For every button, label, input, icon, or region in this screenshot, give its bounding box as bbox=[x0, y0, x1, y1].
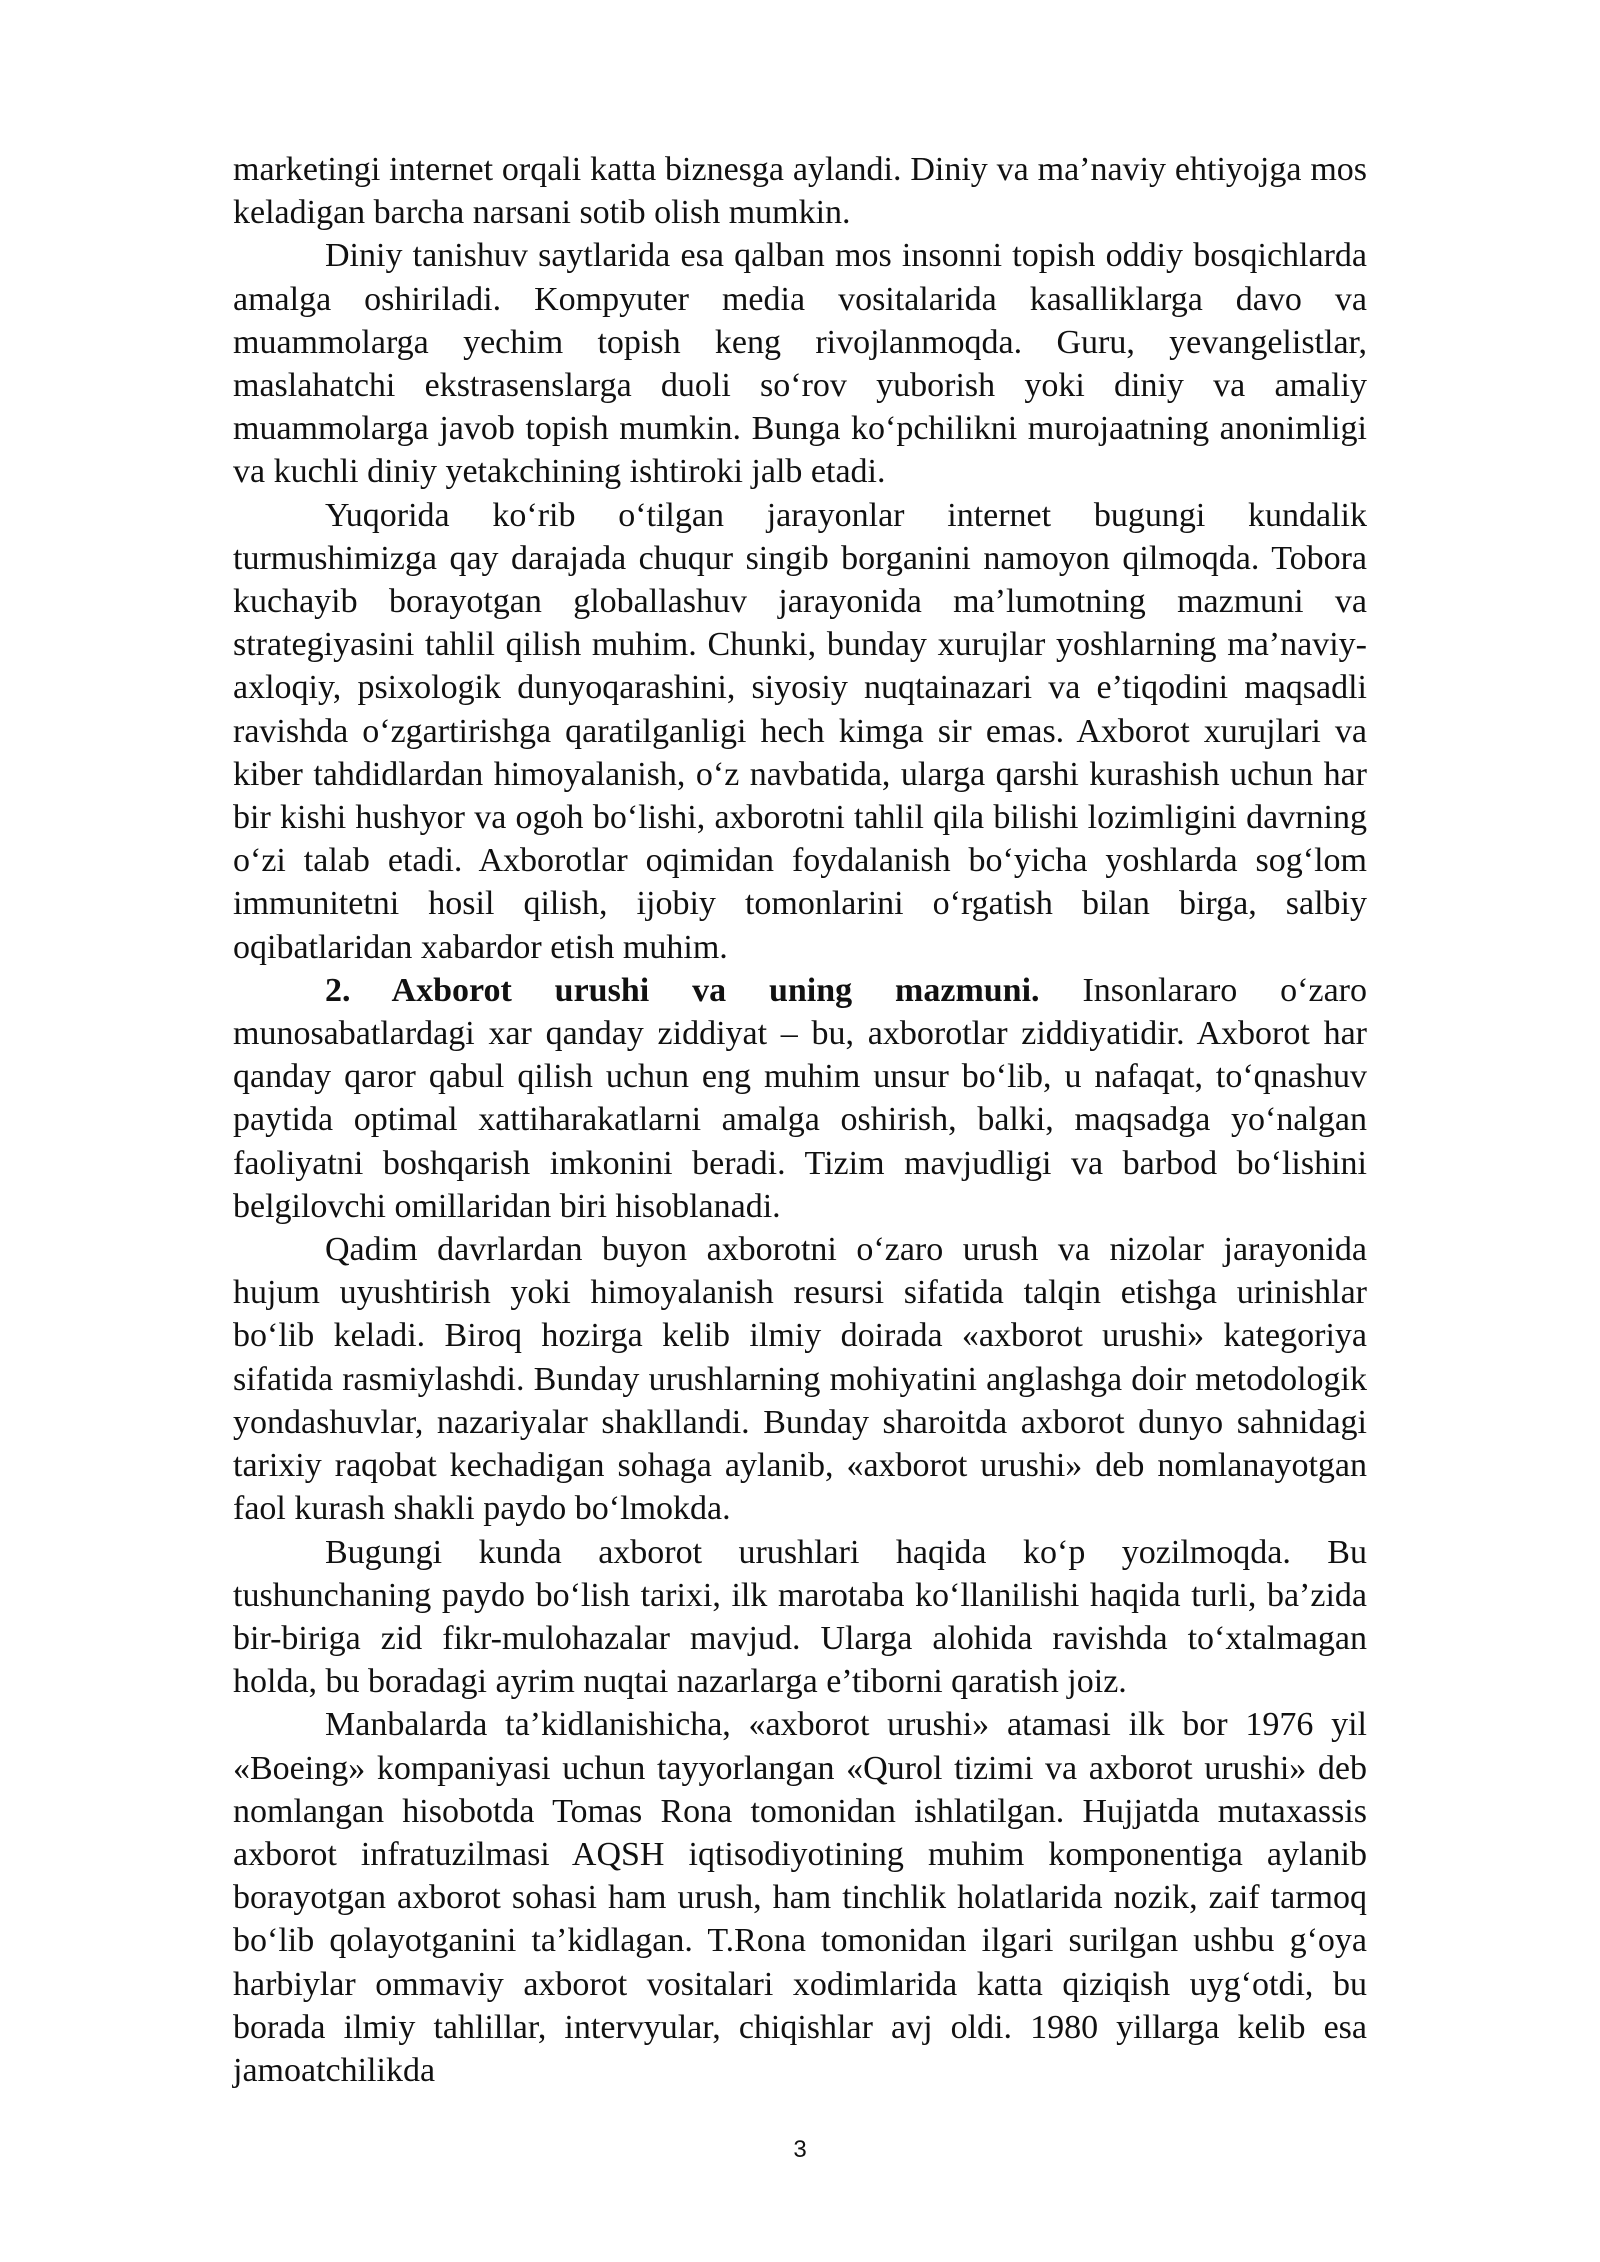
section-heading: 2. Axborot urushi va uning mazmuni. bbox=[325, 971, 1040, 1009]
paragraph-text: Bugungi kunda axborot urushlari haqida ko‘p yozilmoqda. Bu tushunchaning paydo bo‘lish tarixi, ilk marotaba ko‘llanilishi haqida turli, ba’zida bir-biriga zid fikr-mulohazalar mavjud. Ularga alohida ravishda to‘xtalmagan holda, bu boradagi ayrim nuqtai nazarlarga e’tiborni qaratish joiz. bbox=[233, 1533, 1367, 1701]
paragraph-text: Insonlararo o‘zaro munosabatlardagi xar qanday ziddiyat – bu, axborotlar ziddiyatidir. Axborot har qanday qaror qabul qilish uchun eng muhim unsur bo‘lib, u nafaqat, to‘qnashuv paytida optimal xattiharakatlarni amalga oshirish, balki, maqsadga yo‘nalgan faoliyatni boshqarish imkonini beradi. Tizim mavjudligi va barbod bo‘lishini belgilovchi omillaridan biri hisoblanadi. bbox=[233, 971, 1367, 1225]
page-number: 3 bbox=[793, 2136, 807, 2163]
paragraph-text: Qadim davrlardan buyon axborotni o‘zaro urush va nizolar jarayonida hujum uyushtirish yoki himoyalanish resursi sifatida talqin etishga urinishlar bo‘lib keladi. Biroq hozirga kelib ilmiy doirada «axborot urushi» kategoriya sifatida rasmiylashdi. Bunday urushlarning mohiyatini anglashga doir metodologik yondashuvlar, nazariyalar shakllandi. Bunday sharoitda axborot dunyo sahnidagi tarixiy raqobat kechadigan sohaga aylanib, «axborot urushi» deb nomlanayotgan faol kurash shakli paydo bo‘lmokda. bbox=[233, 1231, 1367, 1528]
paragraph-3 bbox=[233, 494, 1367, 969]
paragraph-2 bbox=[233, 234, 1367, 493]
paragraph-text: Yuqorida ko‘rib o‘tilgan jarayonlar internet bugungi kundalik turmushimizga qay darajada chuqur singib borganini namoyon qilmoqda. Tobora kuchayib borayotgan globallashuv jarayonida ma’lumotning mazmuni va strategiyasini tahlil qilish muhim. Chunki, bunday xurujlar yoshlarning ma’naviy-axloqiy, psixologik dunyoqarashini, siyosiy nuqtainazari va e’tiqodini maqsadli ravishda o‘zgartirishga qaratilganligi hech kimga sir emas. Axborot xurujlari va kiber tahdidlardan himoyalanish, o‘z navbatida, ularga qarshi kurashish uchun har bir kishi hushyor va ogoh bo‘lishi, axborotni tahlil qila bilishi lozimligini davrning o‘zi talab etadi. Axborotlar oqimidan foydalanish bo‘yicha yoshlarda sog‘lom immunitetni hosil qilish, ijobiy tomonlarini o‘rgatish bilan birga, salbiy oqibatlaridan xabardor etish muhim. bbox=[233, 496, 1367, 966]
paragraph-6 bbox=[233, 1531, 1367, 1704]
body-text bbox=[233, 148, 1367, 2092]
paragraph-4-section-heading bbox=[233, 969, 1367, 1228]
paragraph-text: Diniy tanishuv saytlarida esa qalban mos insonni topish oddiy bosqichlarda amalga oshiriladi. Kompyuter media vositalarida kasalliklarga davo va muammolarga yechim topish keng rivojlanmoqda. Guru, yevangelistlar, maslahatchi ekstrasenslarga duoli so‘rov yuborish yoki diniy va amaliy muammolarga javob topish mumkin. Bunga ko‘pchilikni murojaatning anonimligi va kuchli diniy yetakchining ishtiroki jalb etadi. bbox=[233, 237, 1367, 491]
paragraph-7 bbox=[233, 1703, 1367, 2092]
paragraph-text: marketingi internet orqali katta biznesga aylandi. Diniy va ma’naviy ehtiyojga mos keladigan barcha narsani sotib olish mumkin. bbox=[233, 151, 1367, 232]
paragraph-text: Manbalarda ta’kidlanishicha, «axborot urushi» atamasi ilk bor 1976 yil «Boeing» kompaniyasi uchun tayyorlangan «Qurol tizimi va axborot urushi» deb nomlangan hisobotda Tomas Rona tomonidan ishlatilgan. Hujjatda mutaxassis axborot infratuzilmasi AQSH iqtisodiyotining muhim komponentiga aylanib borayotgan axborot sohasi ham urush, ham tinchlik holatlarida nozik, zaif tarmoq bo‘lib qolayotganini ta’kidlagan. T.Rona tomonidan ilgari surilgan ushbu g‘oya harbiylar ommaviy axborot vositalari xodimlarida katta qiziqish uyg‘otdi, bu borada ilmiy tahlillar, intervyular, chiqishlar avj oldi. 1980 yillarga kelib esa jamoatchilikda bbox=[233, 1706, 1367, 2089]
paragraph-5 bbox=[233, 1228, 1367, 1530]
paragraph-1 bbox=[233, 148, 1367, 234]
